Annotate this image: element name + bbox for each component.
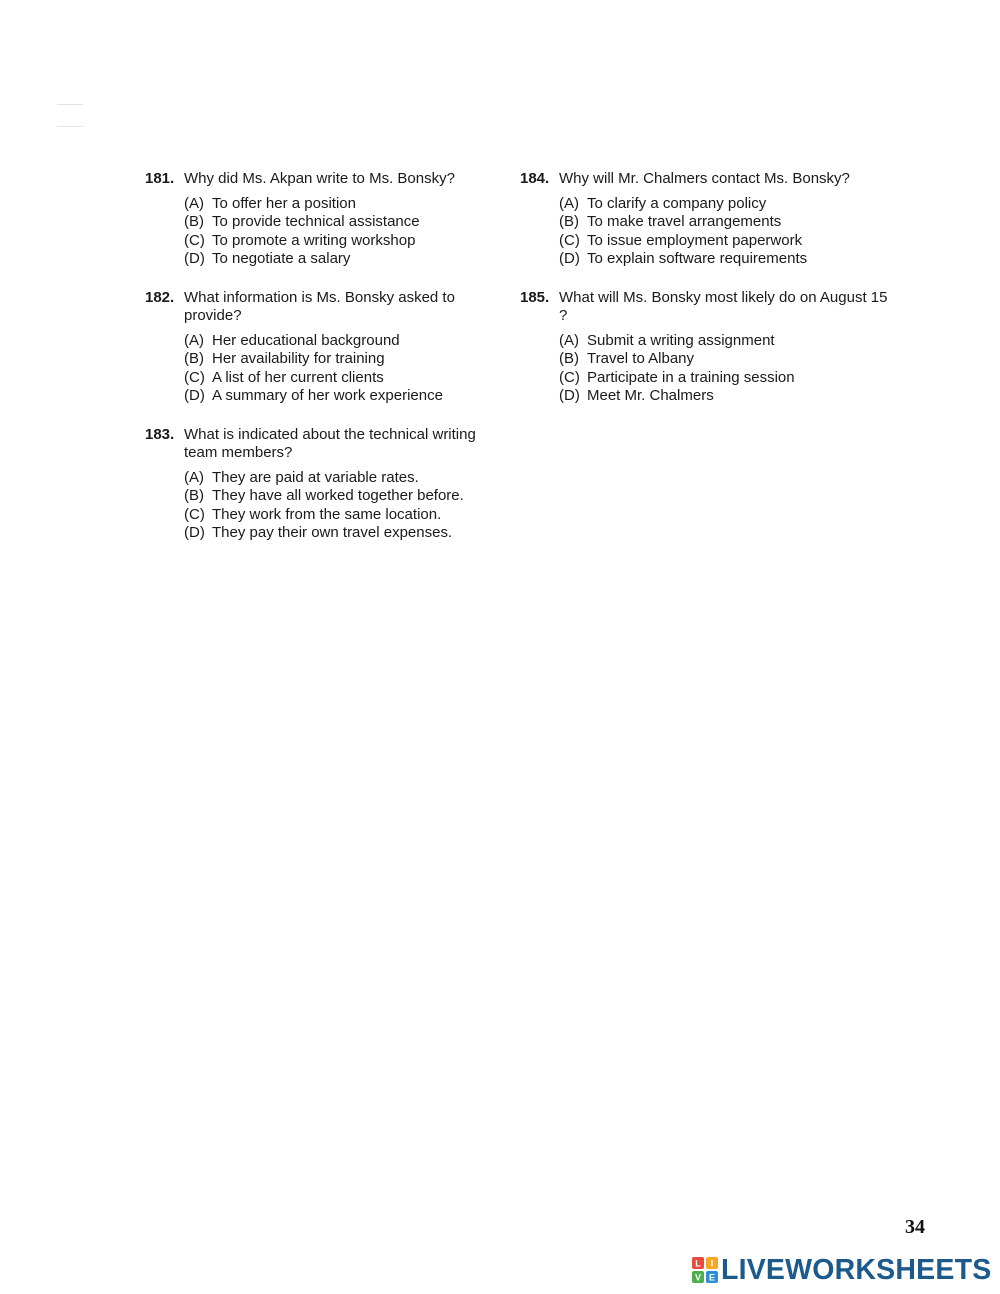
option-letter: (C) xyxy=(184,505,205,523)
question-header xyxy=(145,289,505,326)
answer-option[interactable] xyxy=(559,250,890,269)
option-text: To make travel arrangements xyxy=(587,213,782,230)
answer-options xyxy=(559,195,890,269)
option-text: Her educational background xyxy=(212,331,400,349)
question-184 xyxy=(520,170,890,269)
option-letter: (C) xyxy=(559,231,580,249)
option-letter: (D) xyxy=(184,387,205,404)
answer-option[interactable] xyxy=(184,250,505,269)
option-letter: (A) xyxy=(559,331,579,349)
answer-option[interactable] xyxy=(184,506,505,525)
scan-artifact xyxy=(57,126,83,127)
option-text: To negotiate a salary xyxy=(212,250,351,267)
logo-letter-1: L xyxy=(695,1258,701,1269)
question-text: Why will Mr. Chalmers contact Ms. Bonsky? xyxy=(559,170,850,187)
question-header xyxy=(520,170,890,189)
option-text: They work from the same location. xyxy=(212,505,442,523)
question-182 xyxy=(145,289,505,406)
option-text: Her availability for training xyxy=(212,350,385,367)
answer-option[interactable] xyxy=(559,369,890,388)
option-letter: (C) xyxy=(184,231,205,249)
option-letter: (D) xyxy=(184,250,205,267)
option-text: To issue employment paperwork xyxy=(587,231,803,249)
option-text: To offer her a position xyxy=(212,194,356,212)
answer-option[interactable] xyxy=(184,213,505,232)
questions-column-left xyxy=(145,170,505,563)
option-text: A summary of her work experience xyxy=(212,387,443,404)
option-text: A list of her current clients xyxy=(212,368,384,386)
option-letter: (A) xyxy=(184,468,204,486)
answer-option[interactable] xyxy=(559,213,890,232)
answer-option[interactable] xyxy=(559,195,890,214)
questions-column-right xyxy=(520,170,890,426)
option-letter: (B) xyxy=(184,350,204,367)
question-text: What information is Ms. Bonsky asked to provide? xyxy=(184,288,455,324)
option-letter: (B) xyxy=(184,487,204,504)
question-number: 185. xyxy=(520,288,550,306)
question-number: 182. xyxy=(145,288,175,306)
answer-option[interactable] xyxy=(559,332,890,351)
question-number: 184. xyxy=(520,170,550,187)
logo-letter-3: V xyxy=(694,1272,702,1283)
answer-option[interactable] xyxy=(559,387,890,406)
liveworksheets-brand xyxy=(692,1255,991,1285)
option-text: To provide technical assistance xyxy=(212,213,420,230)
logo-letter-4: E xyxy=(708,1272,716,1283)
liveworksheets-logo-icon xyxy=(692,1257,718,1283)
answer-options xyxy=(184,469,505,543)
brand-name: LIVEWORKSHEETS xyxy=(721,1254,992,1286)
answer-option[interactable] xyxy=(559,232,890,251)
answer-option[interactable] xyxy=(184,350,505,369)
answer-options xyxy=(559,332,890,406)
option-letter: (D) xyxy=(559,250,580,267)
question-181 xyxy=(145,170,505,269)
option-text: Travel to Albany xyxy=(587,350,694,367)
option-text: They pay their own travel expenses. xyxy=(212,524,453,541)
answer-option[interactable] xyxy=(559,350,890,369)
option-text: They are paid at variable rates. xyxy=(212,468,419,486)
question-header xyxy=(145,426,505,463)
answer-option[interactable] xyxy=(184,232,505,251)
question-text: Why did Ms. Akpan write to Ms. Bonsky? xyxy=(184,170,455,187)
answer-options xyxy=(184,195,505,269)
answer-option[interactable] xyxy=(184,487,505,506)
option-letter: (B) xyxy=(184,213,204,230)
answer-option[interactable] xyxy=(184,469,505,488)
question-text: What is indicated about the technical writing team members? xyxy=(184,425,476,461)
option-text: Meet Mr. Chalmers xyxy=(587,387,714,404)
option-letter: (B) xyxy=(559,350,579,367)
answer-option[interactable] xyxy=(184,332,505,351)
question-text: What will Ms. Bonsky most likely do on August 15 ? xyxy=(559,288,888,324)
page-number: 34 xyxy=(905,1216,925,1238)
answer-option[interactable] xyxy=(184,524,505,543)
question-185 xyxy=(520,289,890,406)
answer-options xyxy=(184,332,505,406)
option-letter: (A) xyxy=(184,194,204,212)
question-header xyxy=(520,289,890,326)
answer-option[interactable] xyxy=(184,387,505,406)
option-letter: (C) xyxy=(184,368,205,386)
answer-option[interactable] xyxy=(184,195,505,214)
option-letter: (D) xyxy=(559,387,580,404)
option-text: To clarify a company policy xyxy=(587,194,767,212)
option-text: To promote a writing workshop xyxy=(212,231,416,249)
option-text: They have all worked together before. xyxy=(212,487,464,504)
option-letter: (A) xyxy=(184,331,204,349)
answer-option[interactable] xyxy=(184,369,505,388)
option-letter: (B) xyxy=(559,213,579,230)
option-text: Submit a writing assignment xyxy=(587,331,775,349)
scan-artifact xyxy=(57,104,83,105)
question-number: 181. xyxy=(145,170,175,187)
option-letter: (A) xyxy=(559,194,579,212)
option-text: Participate in a training session xyxy=(587,368,795,386)
question-number: 183. xyxy=(145,425,175,443)
option-letter: (D) xyxy=(184,524,205,541)
option-text: To explain software requirements xyxy=(587,250,808,267)
logo-letter-2: I xyxy=(710,1258,714,1269)
question-header xyxy=(145,170,505,189)
question-183 xyxy=(145,426,505,543)
option-letter: (C) xyxy=(559,368,580,386)
